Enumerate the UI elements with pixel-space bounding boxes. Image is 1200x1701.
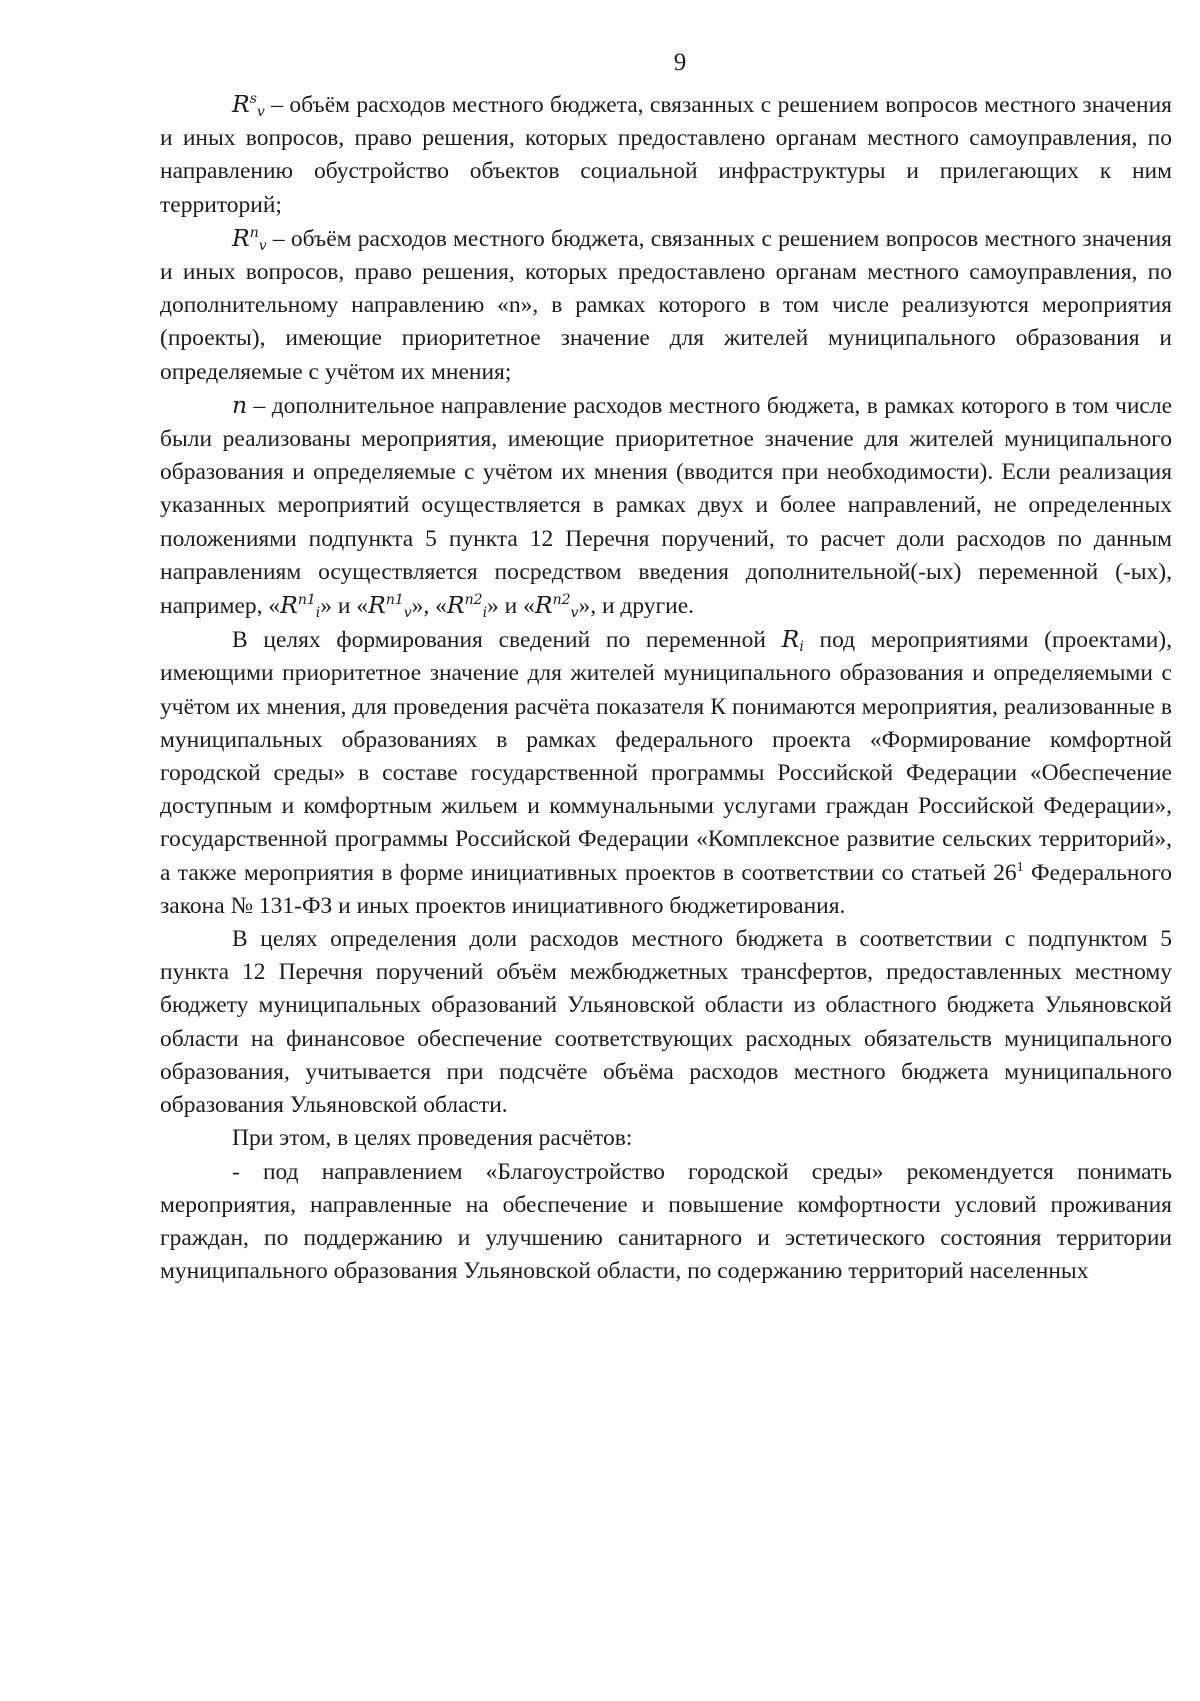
definition-n: n – дополнительное направление расходов местного бюджета, в рамках которого в том числе были реализованы мероприятия, имеющие приоритетное значение для жителей муниципального образования и определяемые с учётом их мнения (вводится при необходимости). Если реализация указанных мероприятий осуществляется в рамках двух и более направлений, не определенных положениями подпункта 5 пункта 12 Перечня поручений, то расчет доли расходов по данным направлениям осуществляется посредством введения дополнительной(-ых) переменной (-ых), например, «$R^{n1}_i$» и «$R^{n1}_v$», «$R^{n2}_i$» и «$R^{n2}_v$», и другие. (160, 390, 1172, 622)
variable-r-i: $R_i$ (781, 625, 804, 656)
definition-rs (160, 88, 1172, 222)
page-number: 9 (673, 49, 687, 76)
variable-r-n-v: $R^n_v$ (232, 223, 267, 254)
variable-n: n (232, 390, 248, 419)
article-superscript: 1 (1016, 859, 1024, 875)
variable-r-n1-v: $R^{n1}_v$ (368, 591, 412, 622)
document-page (160, 48, 1172, 1288)
definition-n-text: – дополнительное направление расходов местного бюджета, в рамках которого в том числе были реализованы мероприятия, имеющие приоритетное значение для жителей муниципального образования и определяемые с учётом их мнения (вводится при необходимости). Если реализация указанных мероприятий осуществляется в рамках двух и более направлений, не определенных положениями подпункта 5 пункта 12 Перечня поручений, то расчет доли расходов по данным направлениям осуществляется посредством введения дополнительной(-ых) переменной (-ых), например, « (160, 392, 1172, 620)
definition-rn-text: – объём расходов местного бюджета, связанных с решением вопросов местного значения и иных вопросов, право решения, которых предоставлено органам местного самоуправления, по дополнительному направлению «n», в рамках которого в том числе реализуются мероприятия (проекты), имеющие приоритетное значение для жителей муниципального образования и определяемые с учётом их мнения; (160, 225, 1172, 385)
variable-r-n1-i: $R^{n1}_i$ (280, 591, 321, 622)
definition-rs-text: – объём расходов местного бюджета, связанных с решением вопросов местного значения и иных вопросов, право решения, которых предоставлено органам местного самоуправления, по направлению обустройство объектов социальной инфраструктуры и прилегающих к ним территорий; (160, 92, 1172, 218)
variable-r-n2-v: $R^{n2}_v$ (534, 591, 579, 622)
paragraph-calculation-intro: При этом, в целях проведения расчётов: (232, 1125, 633, 1152)
paragraph-interbudget-transfers: В целях определения доли расходов местного бюджета в соответствии с подпунктом 5 пункта 12 Перечня поручений объём межбюджетных трансфертов, предоставленных местному бюджету муниципальных образований Ульяновской области из областного бюджета Ульяновской области на финансовое обеспечение соответствующих расходных обязательств муниципального образования, учитывается при подсчёте объёма расходов местного бюджета муниципального образования Ульяновской области. (160, 926, 1172, 1119)
list-item-city-improvement: - под направлением «Благоустройство городской среды» рекомендуется понимать мероприятия, направленные на обеспечение и повышение комфортности условий проживания граждан, по поддержанию и улучшению санитарного и эстетического состояния территории муниципального образования Ульяновской области, по содержанию территорий населенных (160, 1158, 1172, 1285)
paragraph-ri-meaning: В целях формирования сведений по переменной $R_i$ под мероприятиями (проектами), имеющими приоритетное значение для жителей муниципального образования и определяемыми с учётом их мнения, для проведения расчёта показателя К понимаются мероприятия, реализованные в муниципальных образованиях в рамках федерального проекта «Формирование комфортной городской среды» в составе государственной программы Российской Федерации «Обеспечение доступным и комфортным жильем и коммунальными услугами граждан Российской Федерации», государственной программы Российской Федерации «Комплексное развитие сельских территорий», а также мероприятия в форме инициативных проектов в соответствии со статьей 26$^1$ Федерального закона № 131-ФЗ и иных проектов инициативного бюджетирования. (160, 625, 1172, 919)
definition-rn (160, 222, 1172, 389)
variable-r-s-v: $R^s_v$ (232, 90, 265, 120)
variable-r-n2-i: $R^{n2}_i$ (446, 591, 488, 622)
